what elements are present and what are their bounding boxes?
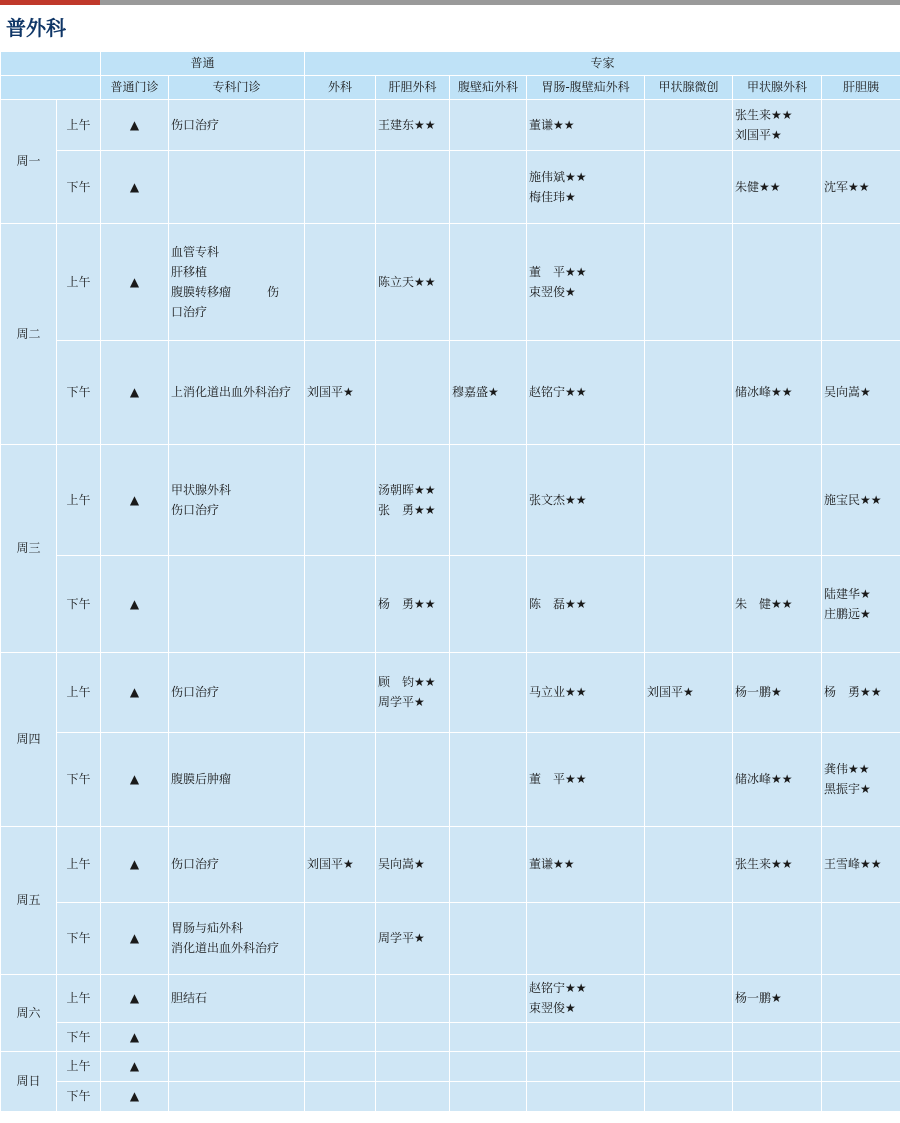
cell-gi-hernia <box>527 1052 645 1082</box>
doctor-entry: 董谦★★ <box>529 857 575 871</box>
period-label: 下午 <box>57 556 101 653</box>
doctor-entry: 杨 勇★★ <box>378 596 436 611</box>
day-label: 周四 <box>1 653 57 827</box>
col-header-general-clinic: 普通门诊 <box>101 76 169 100</box>
cell-thyroid-mini <box>645 733 733 827</box>
doctor-entry: 刘国平★ <box>735 127 782 142</box>
doctor-entry: 王雪峰★★ <box>824 857 882 871</box>
cell-thyroid <box>733 1082 822 1112</box>
cell-hepatobiliary <box>376 445 450 556</box>
cell-thyroid <box>733 341 822 445</box>
cell-thyroid <box>733 903 822 975</box>
cell-special-clinic <box>169 445 305 556</box>
cell-hepatobiliary <box>376 341 450 445</box>
cell-hernia <box>450 827 527 903</box>
day-label: 周二 <box>1 224 57 445</box>
doctor-entry: 王建东★★ <box>378 117 436 132</box>
cell-hernia <box>450 1082 527 1112</box>
clinic-item: 肝移植 <box>171 264 208 279</box>
cell-hernia <box>450 975 527 1023</box>
cell-thyroid <box>733 975 822 1023</box>
clinic-item: 甲状腺外科 <box>171 482 232 497</box>
cell-surgery <box>305 1023 376 1052</box>
cell-thyroid <box>733 733 822 827</box>
cell-thyroid-mini <box>645 903 733 975</box>
general-clinic-marker: ▲ <box>101 827 169 903</box>
general-clinic-marker: ▲ <box>101 445 169 556</box>
header-corner-lower <box>1 76 101 100</box>
doctor-entry: 施伟斌★★ <box>529 169 587 184</box>
doctor-entry: 沈军★★ <box>824 179 870 194</box>
cell-thyroid-mini <box>645 556 733 653</box>
doctor-entry: 董谦★★ <box>529 117 575 132</box>
col-header-hbp: 肝胆胰 <box>822 76 900 100</box>
doctor-entry: 董 平★★ <box>529 264 587 279</box>
cell-hepatobiliary <box>376 224 450 341</box>
cell-thyroid-mini <box>645 1082 733 1112</box>
col-header-thyroid: 甲状腺外科 <box>733 76 822 100</box>
cell-thyroid-mini <box>645 1052 733 1082</box>
general-clinic-marker: ▲ <box>101 100 169 151</box>
period-label: 上午 <box>57 1052 101 1082</box>
doctor-entry: 储冰峰★★ <box>735 772 793 786</box>
cell-special-clinic <box>169 341 305 445</box>
doctor-entry: 庄鹏远★ <box>824 606 871 621</box>
day-label: 周六 <box>1 975 57 1052</box>
period-label: 下午 <box>57 903 101 975</box>
clinic-item: 伤口治疗 <box>171 117 220 132</box>
doctor-entry: 施宝民★★ <box>824 492 882 507</box>
cell-hernia <box>450 224 527 341</box>
doctor-entry: 赵铭宁★★ <box>529 385 587 399</box>
cell-surgery <box>305 653 376 733</box>
cell-hbp <box>822 903 900 975</box>
col-header-surgery: 外科 <box>305 76 376 100</box>
cell-special-clinic <box>169 556 305 653</box>
cell-hbp <box>822 733 900 827</box>
cell-hernia <box>450 903 527 975</box>
header-group-general: 普通 <box>101 52 305 76</box>
doctor-entry: 吴向嵩★ <box>824 385 871 399</box>
doctor-entry: 吴向嵩★ <box>378 857 425 871</box>
header-corner <box>1 52 101 76</box>
cell-hbp <box>822 827 900 903</box>
doctor-entry: 杨一鹏★ <box>735 991 782 1005</box>
cell-gi-hernia <box>527 733 645 827</box>
cell-surgery <box>305 903 376 975</box>
doctor-entry: 束翌俊★ <box>529 284 576 299</box>
general-clinic-marker: ▲ <box>101 733 169 827</box>
cell-gi-hernia <box>527 1082 645 1112</box>
cell-special-clinic <box>169 827 305 903</box>
period-label: 下午 <box>57 151 101 224</box>
cell-surgery <box>305 556 376 653</box>
cell-thyroid-mini <box>645 975 733 1023</box>
schedule-body <box>1 100 900 1112</box>
cell-surgery <box>305 827 376 903</box>
cell-thyroid <box>733 1023 822 1052</box>
doctor-entry: 汤朝晖★★ <box>378 482 436 497</box>
general-clinic-marker: ▲ <box>101 341 169 445</box>
doctor-entry: 顾 钧★★ <box>378 675 436 689</box>
period-label: 上午 <box>57 100 101 151</box>
doctor-entry: 杨 勇★★ <box>824 685 882 699</box>
cell-hepatobiliary <box>376 1052 450 1082</box>
clinic-item: 伤口治疗 <box>171 502 220 517</box>
schedule-row <box>1 151 900 224</box>
schedule-row <box>1 733 900 827</box>
cell-surgery <box>305 975 376 1023</box>
cell-gi-hernia <box>527 903 645 975</box>
cell-hbp <box>822 1023 900 1052</box>
cell-thyroid <box>733 653 822 733</box>
cell-thyroid-mini <box>645 151 733 224</box>
schedule-table <box>0 51 900 1112</box>
schedule-row <box>1 827 900 903</box>
schedule-row <box>1 224 900 341</box>
schedule-row <box>1 445 900 556</box>
cell-hbp <box>822 100 900 151</box>
schedule-row <box>1 1082 900 1112</box>
cell-gi-hernia <box>527 556 645 653</box>
doctor-entry: 朱健★★ <box>735 179 781 194</box>
col-header-thyroid-mini: 甲状腺微创 <box>645 76 733 100</box>
cell-surgery <box>305 224 376 341</box>
period-label: 上午 <box>57 224 101 341</box>
cell-special-clinic <box>169 653 305 733</box>
cell-hbp <box>822 975 900 1023</box>
doctor-entry: 储冰峰★★ <box>735 385 793 399</box>
doctor-entry: 赵铭宁★★ <box>529 981 587 995</box>
cell-surgery <box>305 100 376 151</box>
cell-hernia <box>450 556 527 653</box>
cell-thyroid-mini <box>645 224 733 341</box>
top-accent-mark <box>0 0 100 5</box>
cell-surgery <box>305 1082 376 1112</box>
clinic-item: 腹膜转移瘤 伤 <box>171 284 280 299</box>
schedule-row <box>1 1023 900 1052</box>
general-clinic-marker: ▲ <box>101 224 169 341</box>
period-label: 下午 <box>57 341 101 445</box>
col-header-hernia: 腹壁疝外科 <box>450 76 527 100</box>
doctor-entry: 张文杰★★ <box>529 492 587 507</box>
doctor-entry: 束翌俊★ <box>529 1001 576 1015</box>
cell-thyroid-mini <box>645 653 733 733</box>
cell-gi-hernia <box>527 827 645 903</box>
doctor-entry: 张 勇★★ <box>378 502 436 517</box>
cell-gi-hernia <box>527 975 645 1023</box>
header-row-groups <box>1 52 900 76</box>
clinic-item: 口治疗 <box>171 304 208 319</box>
doctor-entry: 刘国平★ <box>307 385 354 399</box>
header-row-columns <box>1 76 900 100</box>
col-header-special-clinic: 专科门诊 <box>169 76 305 100</box>
cell-hbp <box>822 151 900 224</box>
cell-hbp <box>822 556 900 653</box>
cell-hepatobiliary <box>376 827 450 903</box>
cell-thyroid <box>733 100 822 151</box>
cell-hepatobiliary <box>376 903 450 975</box>
cell-hernia <box>450 733 527 827</box>
cell-surgery <box>305 1052 376 1082</box>
day-label: 周日 <box>1 1052 57 1112</box>
cell-hbp <box>822 224 900 341</box>
doctor-entry: 刘国平★ <box>307 857 354 871</box>
cell-hepatobiliary <box>376 653 450 733</box>
top-accent-bar <box>0 0 900 5</box>
cell-hernia <box>450 1023 527 1052</box>
doctor-entry: 黑振宇★ <box>824 782 871 796</box>
cell-gi-hernia <box>527 1023 645 1052</box>
cell-gi-hernia <box>527 445 645 556</box>
doctor-entry: 周学平★ <box>378 931 425 945</box>
cell-surgery <box>305 341 376 445</box>
cell-hepatobiliary <box>376 733 450 827</box>
cell-hepatobiliary <box>376 975 450 1023</box>
cell-thyroid <box>733 1052 822 1082</box>
schedule-row <box>1 975 900 1023</box>
day-label: 周五 <box>1 827 57 975</box>
doctor-entry: 龚伟★★ <box>824 762 870 776</box>
doctor-entry: 陈立天★★ <box>378 274 436 289</box>
cell-thyroid-mini <box>645 100 733 151</box>
cell-hernia <box>450 653 527 733</box>
general-clinic-marker: ▲ <box>101 1082 169 1112</box>
cell-special-clinic <box>169 903 305 975</box>
cell-thyroid-mini <box>645 341 733 445</box>
cell-thyroid-mini <box>645 827 733 903</box>
clinic-item: 上消化道出血外科治疗 <box>171 385 292 399</box>
general-clinic-marker: ▲ <box>101 653 169 733</box>
period-label: 上午 <box>57 653 101 733</box>
cell-hepatobiliary <box>376 556 450 653</box>
cell-hbp <box>822 1082 900 1112</box>
cell-hepatobiliary <box>376 100 450 151</box>
cell-special-clinic <box>169 151 305 224</box>
doctor-entry: 董 平★★ <box>529 772 587 786</box>
clinic-item: 伤口治疗 <box>171 857 220 871</box>
cell-surgery <box>305 733 376 827</box>
cell-hepatobiliary <box>376 151 450 224</box>
cell-thyroid <box>733 827 822 903</box>
general-clinic-marker: ▲ <box>101 556 169 653</box>
cell-hbp <box>822 341 900 445</box>
cell-gi-hernia <box>527 341 645 445</box>
cell-hernia <box>450 341 527 445</box>
schedule-row <box>1 341 900 445</box>
cell-special-clinic <box>169 1023 305 1052</box>
cell-gi-hernia <box>527 100 645 151</box>
general-clinic-marker: ▲ <box>101 903 169 975</box>
clinic-item: 胃肠与疝外科 <box>171 921 244 935</box>
schedule-row <box>1 903 900 975</box>
cell-special-clinic <box>169 733 305 827</box>
period-label: 下午 <box>57 733 101 827</box>
general-clinic-marker: ▲ <box>101 1052 169 1082</box>
clinic-item: 腹膜后肿瘤 <box>171 772 232 786</box>
cell-thyroid <box>733 151 822 224</box>
cell-hernia <box>450 100 527 151</box>
cell-special-clinic <box>169 975 305 1023</box>
clinic-item: 伤口治疗 <box>171 685 220 699</box>
general-clinic-marker: ▲ <box>101 1023 169 1052</box>
cell-surgery <box>305 151 376 224</box>
cell-hernia <box>450 445 527 556</box>
doctor-entry: 张生来★★ <box>735 857 793 871</box>
cell-special-clinic <box>169 224 305 341</box>
cell-hepatobiliary <box>376 1023 450 1052</box>
col-header-hepatobiliary: 肝胆外科 <box>376 76 450 100</box>
day-label: 周三 <box>1 445 57 653</box>
period-label: 下午 <box>57 1082 101 1112</box>
general-clinic-marker: ▲ <box>101 151 169 224</box>
cell-surgery <box>305 445 376 556</box>
period-label: 上午 <box>57 445 101 556</box>
doctor-entry: 周学平★ <box>378 695 425 709</box>
cell-thyroid <box>733 224 822 341</box>
cell-thyroid-mini <box>645 1023 733 1052</box>
doctor-entry: 陆建华★ <box>824 586 871 601</box>
doctor-entry: 陈 磊★★ <box>529 596 587 611</box>
cell-thyroid <box>733 445 822 556</box>
doctor-entry: 张生来★★ <box>735 107 793 122</box>
period-label: 下午 <box>57 1023 101 1052</box>
cell-thyroid <box>733 556 822 653</box>
cell-special-clinic <box>169 100 305 151</box>
cell-gi-hernia <box>527 653 645 733</box>
schedule-row <box>1 653 900 733</box>
col-header-gi-hernia: 胃肠-腹壁疝外科 <box>527 76 645 100</box>
cell-gi-hernia <box>527 151 645 224</box>
day-label: 周一 <box>1 100 57 224</box>
doctor-entry: 梅佳玮★ <box>529 189 576 204</box>
schedule-row <box>1 556 900 653</box>
header-group-expert: 专家 <box>305 52 900 76</box>
cell-hbp <box>822 1052 900 1082</box>
schedule-row <box>1 100 900 151</box>
doctor-entry: 朱 健★★ <box>735 596 793 611</box>
cell-special-clinic <box>169 1082 305 1112</box>
doctor-entry: 穆嘉盛★ <box>452 385 499 399</box>
cell-hernia <box>450 151 527 224</box>
cell-hernia <box>450 1052 527 1082</box>
schedule-row <box>1 1052 900 1082</box>
cell-thyroid-mini <box>645 445 733 556</box>
cell-hbp <box>822 653 900 733</box>
clinic-item: 消化道出血外科治疗 <box>171 941 280 955</box>
cell-hbp <box>822 445 900 556</box>
page-title: 普外科 <box>6 16 66 40</box>
clinic-item: 血管专科 <box>171 244 220 259</box>
general-clinic-marker: ▲ <box>101 975 169 1023</box>
cell-gi-hernia <box>527 224 645 341</box>
clinic-item: 胆结石 <box>171 991 208 1005</box>
cell-hepatobiliary <box>376 1082 450 1112</box>
period-label: 上午 <box>57 827 101 903</box>
doctor-entry: 刘国平★ <box>647 685 694 699</box>
doctor-entry: 马立业★★ <box>529 685 587 699</box>
period-label: 上午 <box>57 975 101 1023</box>
doctor-entry: 杨一鹏★ <box>735 685 782 699</box>
cell-special-clinic <box>169 1052 305 1082</box>
